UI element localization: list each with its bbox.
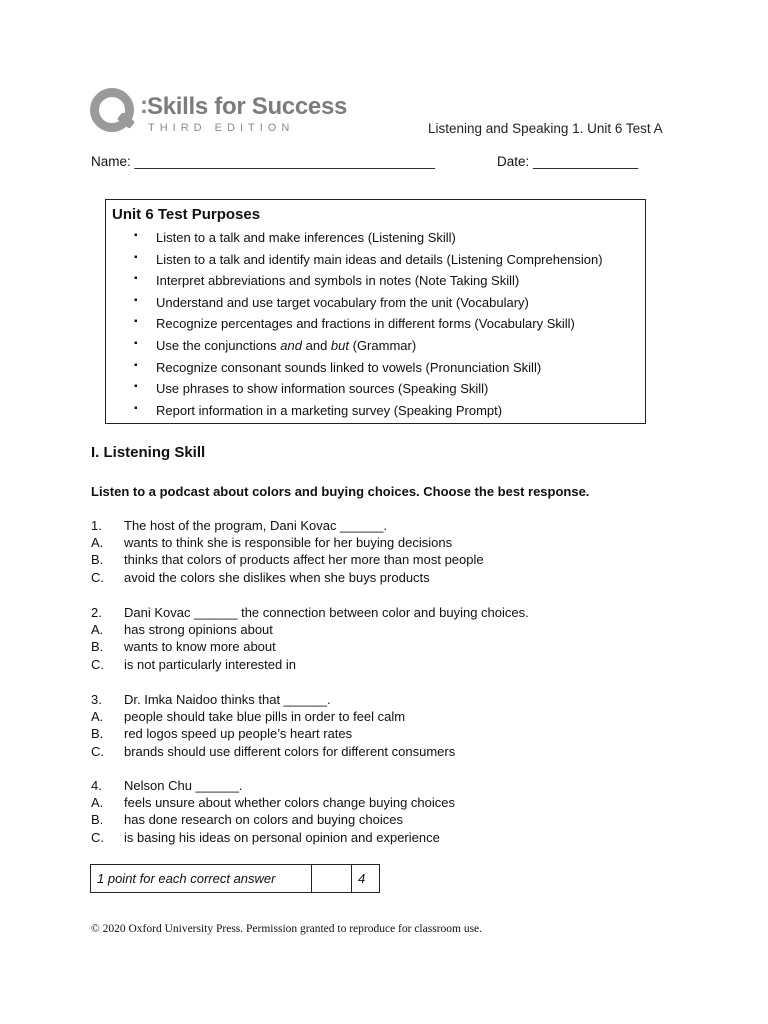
option-letter: A. — [91, 535, 104, 551]
question-text: Dani Kovac ______ the connection between color and buying choices. — [124, 605, 529, 620]
name-field: Name: ________________________________________ — [91, 154, 435, 169]
score-label: 1 point for each correct answer — [91, 865, 312, 893]
option-letter: C. — [91, 743, 104, 759]
purpose-item — [106, 381, 645, 403]
test-purposes-box — [105, 199, 646, 424]
question-text: Dr. Imka Naidoo thinks that ______. — [124, 692, 331, 707]
option-text: red logos speed up people’s heart rates — [124, 726, 353, 742]
brand-logo — [90, 86, 350, 138]
purpose-item — [106, 252, 645, 274]
purpose-item — [106, 230, 645, 252]
purposes-title: Unit 6 Test Purposes — [112, 206, 261, 223]
score-row — [91, 865, 380, 893]
purpose-item — [106, 273, 645, 295]
section-title: I. Listening Skill — [91, 444, 206, 461]
purpose-text: Use phrases to show information sources (Speaking Skill) — [156, 381, 489, 397]
bullet-icon: ▪ — [134, 381, 138, 393]
purposes-list — [106, 230, 645, 424]
option-text: wants to know more about — [124, 639, 276, 655]
option-text: wants to think she is responsible for her buying decisions — [124, 535, 453, 551]
purpose-text-grammar: Use the conjunctions and and but (Grammar) — [156, 337, 417, 353]
bullet-icon: ▪ — [134, 273, 138, 285]
bullet-icon: ▪ — [134, 251, 138, 263]
purpose-item — [106, 360, 645, 382]
purpose-text: Listen to a talk and identify main ideas and details (Listening Comprehension) — [156, 251, 603, 267]
emphasis-word: but — [330, 337, 349, 353]
option-text: has strong opinions about — [124, 622, 273, 638]
question-text: Nelson Chu ______. — [124, 778, 243, 793]
bullet-icon: ▪ — [134, 359, 138, 371]
purpose-text: Recognize consonant sounds linked to vowels (Pronunciation Skill) — [156, 359, 542, 375]
purpose-text: Understand and use target vocabulary from the unit (Vocabulary) — [156, 294, 529, 310]
logo-title: Skills for Success — [147, 93, 348, 120]
question-number: 4. — [91, 778, 102, 793]
purpose-item — [106, 295, 645, 317]
purpose-text: Interpret abbreviations and symbols in notes (Note Taking Skill) — [156, 273, 520, 289]
bullet-icon: ▪ — [134, 316, 138, 328]
purpose-text: Listen to a talk and make inferences (Listening Skill) — [156, 230, 456, 245]
copyright-notice: © 2020 Oxford University Press. Permission granted to reproduce for classroom use. — [91, 923, 483, 935]
option-letter: C. — [91, 569, 104, 585]
purpose-item — [106, 316, 645, 338]
option-letter: B. — [91, 812, 104, 828]
option-text: avoid the colors she dislikes when she buys products — [124, 569, 430, 585]
option-letter: A. — [91, 622, 104, 638]
option-letter: C. — [91, 656, 104, 672]
option-text: is basing his ideas on personal opinion and experience — [124, 829, 440, 845]
question-number: 2. — [91, 605, 102, 620]
option-text: thinks that colors of products affect her more than most people — [124, 552, 484, 568]
option-letter: B. — [91, 639, 104, 655]
logo-subtitle: THIRD EDITION — [148, 122, 295, 134]
test-identifier: Listening and Speaking 1. Unit 6 Test A — [428, 121, 663, 136]
option-letter: B. — [91, 552, 104, 568]
bullet-icon: ▪ — [134, 230, 138, 241]
date-field: Date: ______________ — [497, 154, 639, 169]
bullet-icon: ▪ — [134, 337, 138, 349]
purpose-item — [106, 403, 645, 425]
bullet-icon: ▪ — [134, 402, 138, 414]
bullet-icon: ▪ — [134, 294, 138, 306]
section-instructions: Listen to a podcast about colors and buying choices. Choose the best response. — [91, 484, 590, 499]
question-text: The host of the program, Dani Kovac ______. — [124, 518, 388, 533]
option-letter: A. — [91, 709, 104, 725]
purpose-text: Recognize percentages and fractions in different forms (Vocabulary Skill) — [156, 316, 575, 332]
option-letter: A. — [91, 795, 104, 811]
purpose-item — [106, 338, 645, 360]
question-number: 3. — [91, 692, 102, 707]
logo-colon: : — [140, 92, 148, 119]
score-table — [90, 864, 380, 893]
question-number: 1. — [91, 518, 102, 533]
score-points: 4 — [352, 865, 380, 893]
option-text: feels unsure about whether colors change buying choices — [124, 795, 455, 811]
option-letter: C. — [91, 829, 104, 845]
option-text: brands should use different colors for different consumers — [124, 743, 456, 759]
option-text: has done research on colors and buying choices — [124, 812, 403, 828]
purpose-text: Report information in a marketing survey (Speaking Prompt) — [156, 402, 503, 418]
score-entry-cell[interactable] — [312, 865, 352, 893]
emphasis-word: and — [280, 337, 302, 353]
option-text: people should take blue pills in order to feel calm — [124, 709, 406, 725]
option-letter: B. — [91, 726, 104, 742]
option-text: is not particularly interested in — [124, 656, 296, 672]
